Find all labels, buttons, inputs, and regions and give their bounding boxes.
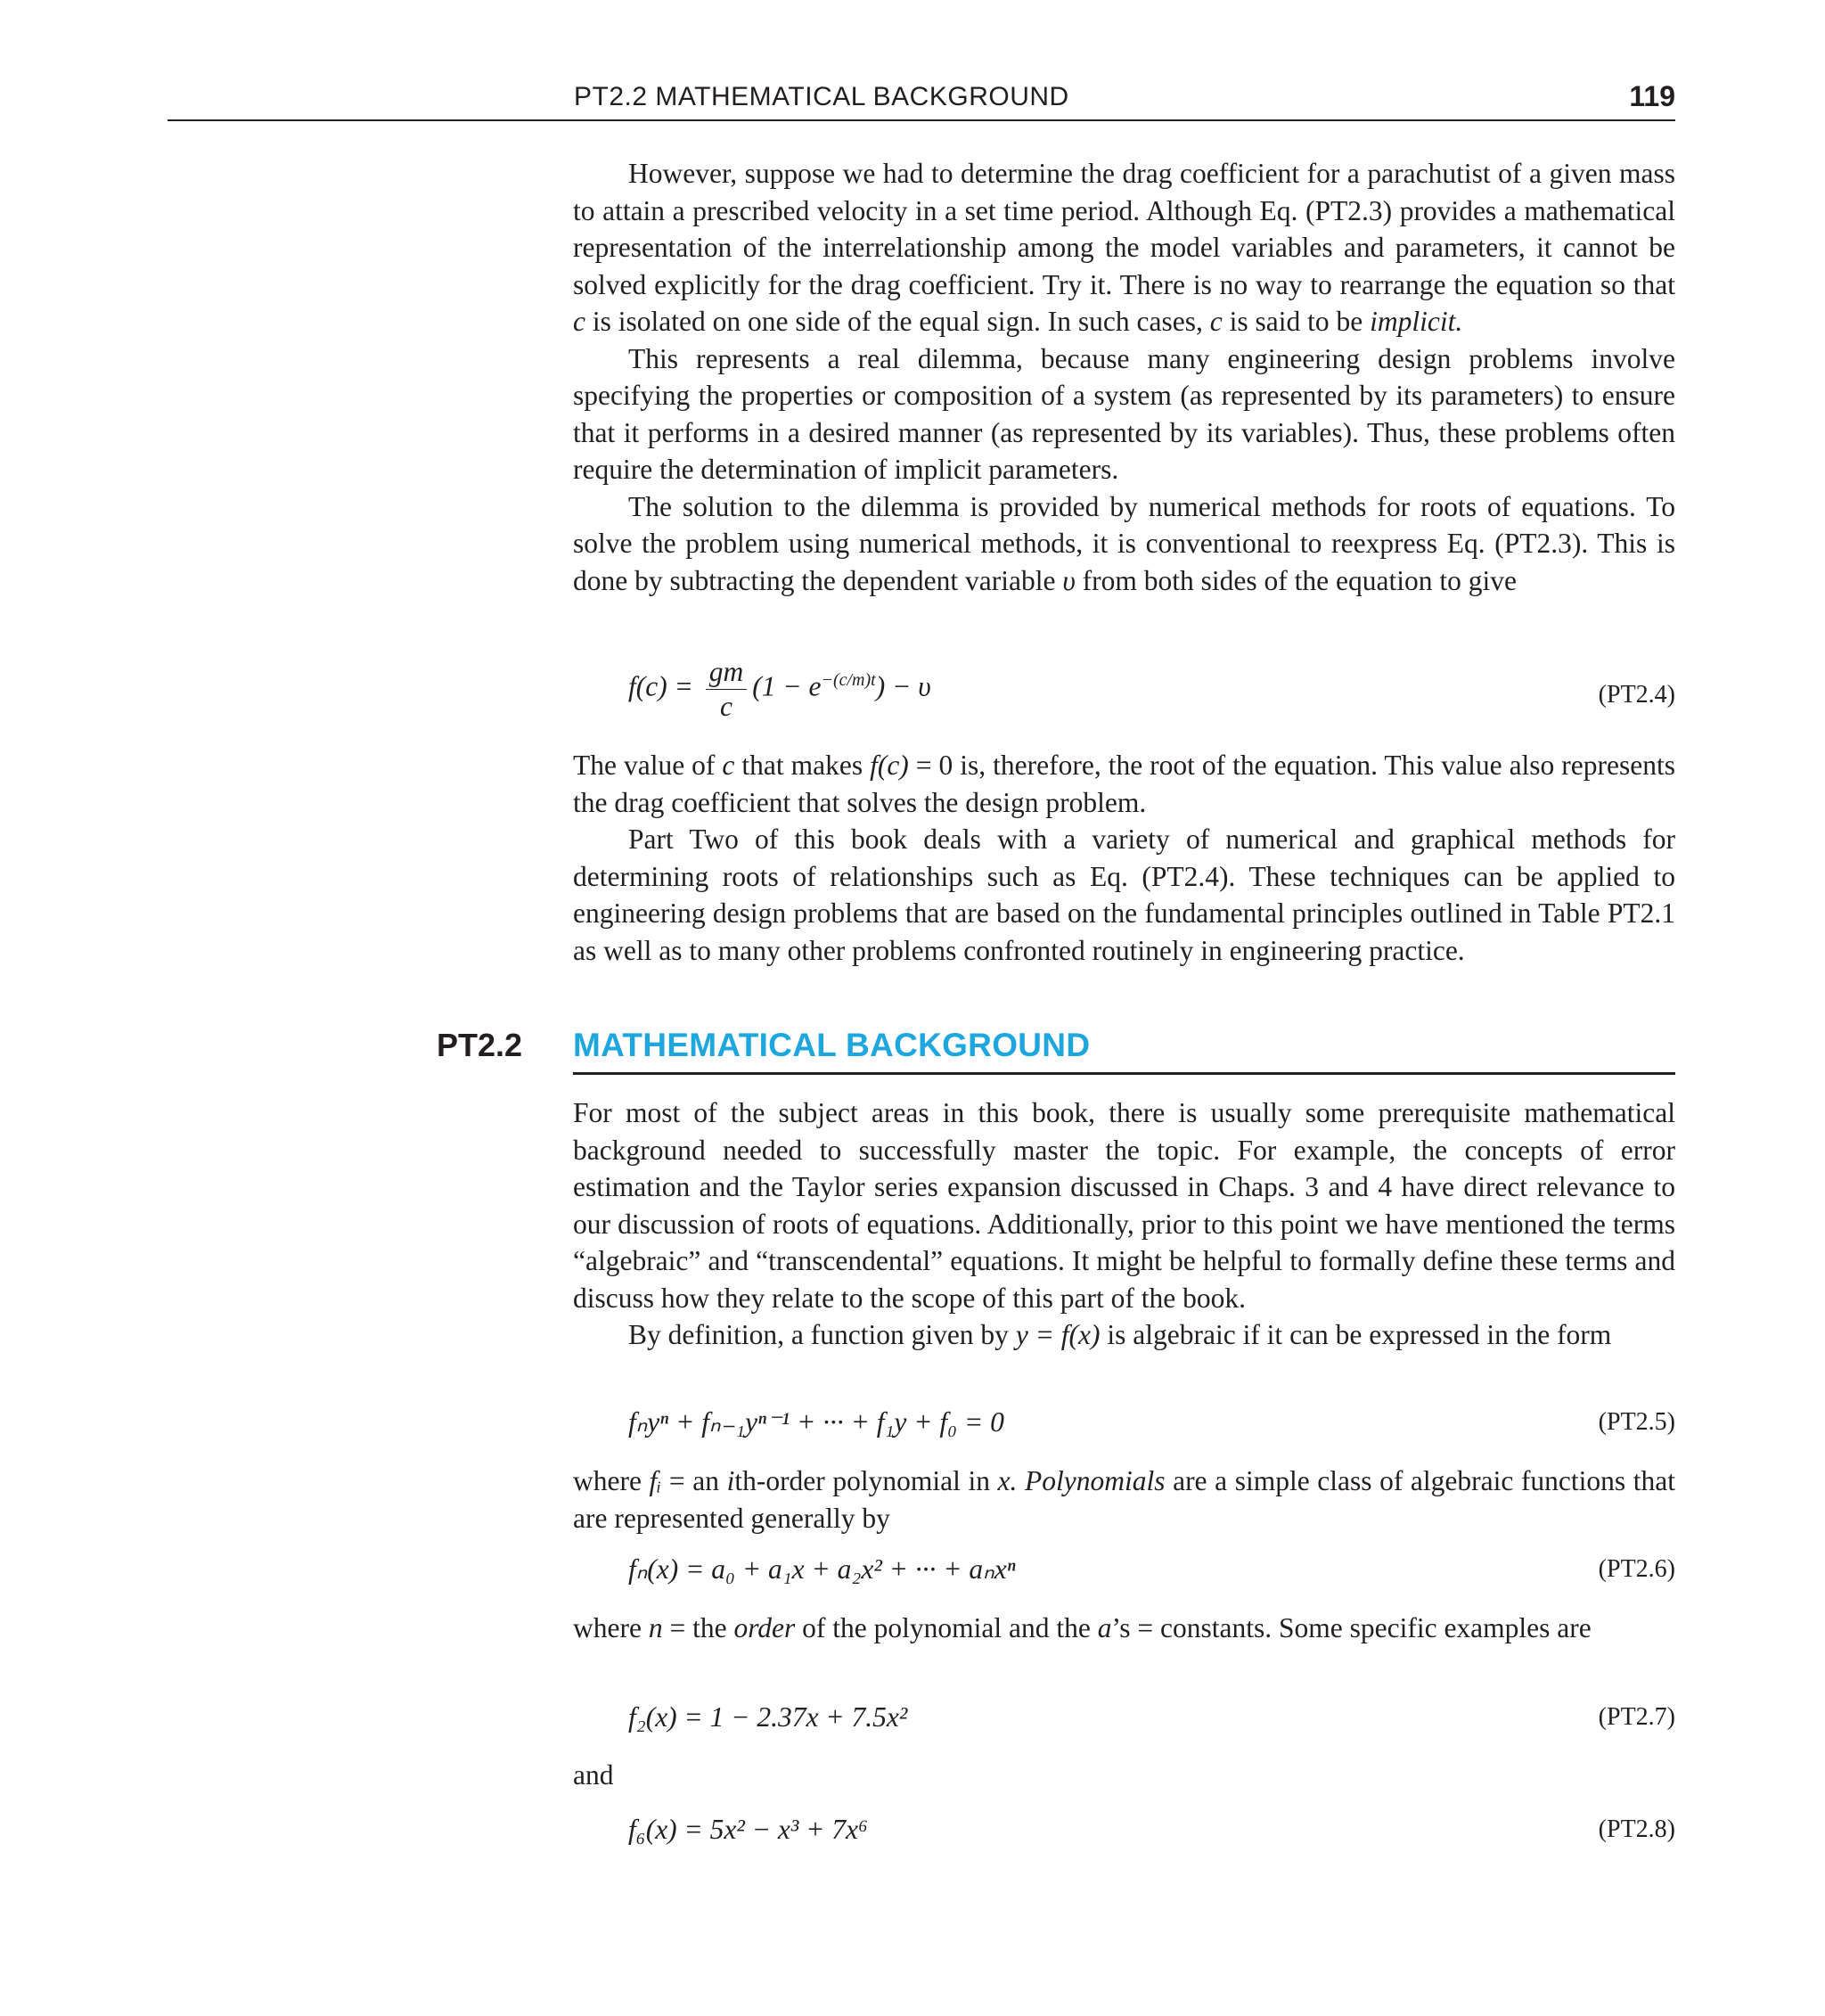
- order-text: [573, 1610, 1675, 1647]
- intro-block: [573, 155, 1675, 599]
- paragraph-6: For most of the subject areas in this book, there is usually some prerequisite mathematical background needed to successfully master the topic. For example, the concepts of error estimation and the Taylor series expansion discussed in Chaps. 3 and 4 have direct relevance to our discussion of roots of equations. Additionally, prior to this point we have mentioned the terms “algebraic” and “transcendental” equations. It might be helpful to formally define these terms and discuss how they relate to the scope of this part of the book.: [573, 1097, 1675, 1314]
- paragraph-1: However, suppose we had to determine the drag coefficient for a parachutist of a given mass to attain a prescribed velocity in a set time period. Although Eq. (PT2.3) provides a mathematical representation of the interrelationship among the model variables and parameters, it cannot be solved explicitly for the drag coefficient. Try it. There is no way to rearrange the equation so that c is isolated on one side of the equal sign. In such cases, c is said to be implicit.: [573, 158, 1675, 337]
- paragraph-5: Part Two of this book deals with a variety of numerical and graphical methods for determining roots of relationships such as Eq. (PT2.4). These techniques can be applied to engineering design problems that are based on the fundamental principles outlined in Table PT2.1 as well as to many other problems confronted routinely in engineering practice.: [573, 824, 1675, 966]
- running-title: PT2.2 MATHEMATICAL BACKGROUND: [574, 82, 1069, 111]
- equation-lhs: f(c) =: [628, 670, 693, 702]
- equation-pt2-5: [573, 1406, 1675, 1446]
- equation-body: fₙyⁿ + fₙ₋₁yⁿ⁻¹ + ··· + f₁y + f₀ = 0: [628, 1406, 1004, 1438]
- equation-tail: ) − υ: [875, 670, 931, 702]
- paragraph-8: where fᵢ = an ith-order polynomial in x. Polynomials are a simple class of algebraic functions that are represented generally by: [573, 1465, 1675, 1534]
- equation-body: fₙ(x) = a₀ + a₁x + a₂x² + ··· + aₙxⁿ: [628, 1553, 1016, 1585]
- running-head: [168, 78, 1675, 121]
- and-text: [573, 1757, 1675, 1794]
- equation-number: (PT2.7): [1598, 1703, 1675, 1731]
- paragraph-7: By definition, a function given by y = f(x) is algebraic if it can be expressed in the form: [628, 1319, 1612, 1350]
- background-block: [573, 1094, 1675, 1354]
- roots-block: [573, 747, 1675, 969]
- equation-number: (PT2.4): [1598, 681, 1675, 709]
- paragraph-9: where n = the order of the polynomial and the a’s = constants. Some specific examples are: [573, 1612, 1592, 1643]
- equation-number: (PT2.6): [1598, 1555, 1675, 1583]
- equation-pt2-4: [573, 655, 1675, 735]
- equation-paren: (1 − e: [752, 670, 822, 702]
- connector-and: and: [573, 1759, 614, 1791]
- fraction: [706, 655, 748, 724]
- equation-number: (PT2.5): [1598, 1408, 1675, 1436]
- paragraph-2: This represents a real dilemma, because many engineering design problems involve specifying the properties or composition of a system (as represented by its parameters) to ensure that it performs in a desired manner (as represented by its variables). Thus, these problems often require the determination of implicit parameters.: [573, 342, 1675, 485]
- equation-pt2-6: [573, 1553, 1675, 1593]
- page-number: 119: [1629, 80, 1675, 112]
- equation-body: f₆(x) = 5x² − x³ + 7x⁶: [628, 1814, 868, 1845]
- polynomial-text: [573, 1463, 1675, 1537]
- equation-body: f₂(x) = 1 − 2.37x + 7.5x²: [628, 1701, 908, 1733]
- equation-number: (PT2.8): [1598, 1815, 1675, 1843]
- section-number: PT2.2: [437, 1027, 523, 1063]
- paragraph-4: The value of c that makes f(c) = 0 is, therefore, the root of the equation. This value also represents the drag coefficient that solves the design problem.: [573, 750, 1675, 818]
- fraction-denominator: c: [719, 691, 732, 722]
- equation-exponent: −(c/m)t: [821, 670, 876, 691]
- equation-pt2-7: [573, 1701, 1675, 1741]
- equation-pt2-8: [573, 1814, 1675, 1853]
- section-title: MATHEMATICAL BACKGROUND: [573, 1027, 1091, 1063]
- section-rule: [573, 1072, 1675, 1075]
- equation-body: [628, 655, 931, 724]
- fraction-numerator: gm: [706, 655, 748, 690]
- paragraph-3: The solution to the dilemma is provided by numerical methods for roots of equations. To solve the problem using numerical methods, it is conventional to reexpress Eq. (PT2.3). This is done by subtracting the dependent variable υ from both sides of the equation to give: [573, 490, 1675, 596]
